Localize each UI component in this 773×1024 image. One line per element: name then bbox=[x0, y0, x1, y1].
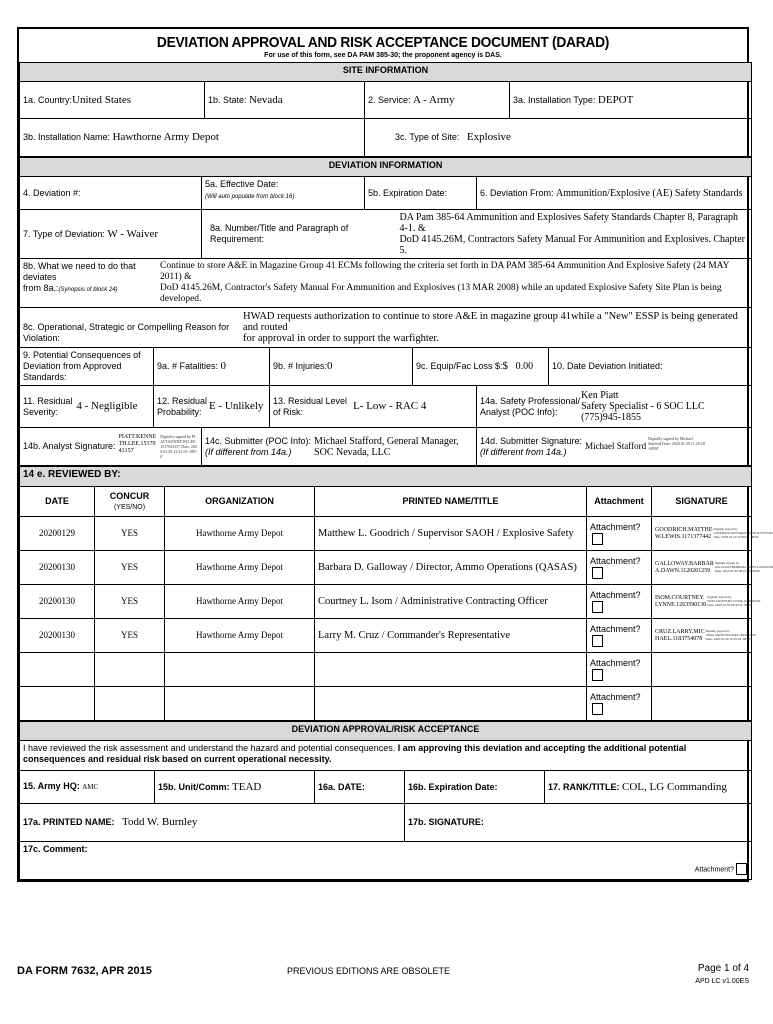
submitter-field[interactable]: 14c. Submitter (POC Info): (If different from 14a.) Michael Stafford, General Manager, SOC Nevada, LLC bbox=[202, 428, 477, 466]
approval-expiration-field[interactable]: 16b. Expiration Date: bbox=[405, 771, 545, 804]
deviation-need-field[interactable] bbox=[20, 259, 752, 308]
deviation-information-table bbox=[19, 157, 752, 466]
attachment-checkbox[interactable] bbox=[592, 635, 603, 647]
equipment-loss-value: 0.00 bbox=[515, 361, 534, 372]
site-information-band: SITE INFORMATION bbox=[20, 63, 752, 82]
table-row bbox=[20, 517, 752, 551]
analyst-name: Ken Piatt bbox=[581, 390, 619, 401]
review-date[interactable]: 20200130 bbox=[20, 551, 95, 585]
submitter-signature-name: Michael Stafford bbox=[585, 441, 647, 451]
col-signature: SIGNATURE bbox=[652, 487, 752, 517]
review-org[interactable] bbox=[165, 653, 315, 687]
unit-value: TEAD bbox=[232, 780, 262, 793]
review-name[interactable] bbox=[315, 653, 587, 687]
residual-severity-value: 4 - Negligible bbox=[76, 400, 138, 412]
deviation-type-field[interactable]: 7. Type of Deviation: W - Waiver bbox=[20, 210, 202, 259]
review-name[interactable]: Larry M. Cruz / Commander's Representative bbox=[315, 619, 587, 653]
residual-probability-value: E - Unlikely bbox=[209, 400, 264, 412]
table-row bbox=[20, 653, 752, 687]
comment-label: 17c. Comment: bbox=[23, 844, 88, 854]
installation-name-value: Hawthorne Army Depot bbox=[112, 131, 219, 143]
review-concur[interactable]: YES bbox=[95, 551, 165, 585]
review-date[interactable]: 20200130 bbox=[20, 585, 95, 619]
review-org[interactable] bbox=[165, 687, 315, 721]
requirement-line-1: DA Pam 385-64 Ammunition and Explosives Safety Standards Chapter 8, Paragraph 4-1. & bbox=[399, 212, 739, 234]
obsolete-notice: PREVIOUS EDITIONS ARE OBSOLETE bbox=[287, 966, 451, 976]
site-type-value: Explosive bbox=[466, 131, 511, 143]
form-frame bbox=[17, 27, 773, 882]
residual-severity-field[interactable]: 11. Residual Severity: 4 - Negligible bbox=[20, 386, 154, 428]
need-line-2: DoD 4145.26M, Contractor's Safety Manual For Ammunition and Explosives (13 MAR 2008) while an updated Explosive Safety Site Plan is being developed. bbox=[160, 283, 722, 304]
fatalities-value: 0 bbox=[220, 360, 227, 372]
form-subtitle: For use of this form, see DA PAM 385-30; the proponent agency is DAS. bbox=[264, 52, 502, 59]
form-title: DEVIATION APPROVAL AND RISK ACCEPTANCE DOCUMENT (DARAD) bbox=[156, 34, 610, 51]
analyst-signature-name: PIATT.KENNETH.LEE.1517943157 bbox=[118, 434, 157, 454]
review-attachment[interactable]: Attachment? bbox=[587, 687, 652, 721]
review-name[interactable] bbox=[315, 687, 587, 721]
reason-field[interactable] bbox=[20, 308, 752, 348]
approval-statement bbox=[20, 741, 752, 771]
approval-band: DEVIATION APPROVAL/RISK ACCEPTANCE bbox=[20, 722, 752, 741]
attachment-checkbox[interactable] bbox=[592, 669, 603, 681]
review-org[interactable]: Hawthorne Army Depot bbox=[165, 551, 315, 585]
review-attachment[interactable]: Attachment? bbox=[587, 653, 652, 687]
requirement-label: 8a. Number/Title and Paragraph of Requirement: bbox=[210, 223, 349, 244]
requirement-field[interactable] bbox=[202, 210, 752, 259]
review-signature[interactable]: ISOM.COURTNEY. LYNNE.1263590130 Digitally signed by ISOM.COURTNEY.LYNNE.1263590130 Date: 2020.01.30 09:42:11 -08'00' bbox=[652, 585, 752, 619]
review-signature[interactable]: GALLOWAY.BARBAR A.DAWN.1120201259 Digitally signed by GALLOWAY.BARBARA.DAWN.1120201259 Date: 2020.01.30 08:07:59 -08'00' bbox=[652, 551, 752, 585]
installation-name-field[interactable]: 3b. Installation Name: Hawthorne Army Depot bbox=[20, 119, 365, 157]
date-initiated-field[interactable]: 10. Date Deviation Initiated: bbox=[549, 348, 752, 386]
table-row bbox=[20, 551, 752, 585]
review-concur[interactable]: YES bbox=[95, 585, 165, 619]
review-date[interactable] bbox=[20, 653, 95, 687]
army-hq-value: AMC bbox=[82, 783, 99, 791]
review-attachment[interactable]: Attachment? bbox=[587, 517, 652, 551]
review-concur[interactable]: YES bbox=[95, 517, 165, 551]
review-concur[interactable]: YES bbox=[95, 619, 165, 653]
injuries-value: 0 bbox=[327, 360, 333, 372]
country-value: United States bbox=[72, 93, 131, 106]
col-date: DATE bbox=[20, 487, 95, 517]
review-name[interactable]: Barbara D. Galloway / Director, Ammo Operations (QASAS) bbox=[315, 551, 587, 585]
form-page bbox=[17, 27, 773, 882]
residual-probability-field[interactable]: 12. Residual Probability: E - Unlikely bbox=[154, 386, 270, 428]
table-row bbox=[20, 585, 752, 619]
site-information-table bbox=[19, 62, 752, 157]
site-type-field[interactable]: 3c. Type of Site: Explosive bbox=[365, 119, 752, 157]
comment-field[interactable] bbox=[20, 842, 752, 880]
col-attachment: Attachment bbox=[587, 487, 652, 517]
statement-approve: I am approving this deviation and accepting the additional potential consequences and residual risk based on current operational necessity. bbox=[23, 743, 687, 764]
expiration-date-field[interactable]: 5b. Expiration Date: bbox=[365, 177, 477, 210]
col-organization: ORGANIZATION bbox=[165, 487, 315, 517]
analyst-signature-field[interactable]: 14b. Analyst Signature: PIATT.KENNETH.LEE.1517943157 Digitally signed by PIATT.KENNETH.LEE.1517943157 Date: 2020.01.29 13:21:03 -08'00' bbox=[20, 428, 202, 466]
state-field[interactable]: 1b. State: Nevada bbox=[205, 82, 365, 119]
rank-value: COL, LG Commanding bbox=[622, 780, 727, 793]
fatalities-field[interactable]: 9a. # Fatalities: 0 bbox=[154, 348, 270, 386]
deviation-type-value: W - Waiver bbox=[107, 227, 159, 240]
service-value: A - Army bbox=[413, 93, 455, 106]
review-date[interactable]: 20200129 bbox=[20, 517, 95, 551]
review-org[interactable]: Hawthorne Army Depot bbox=[165, 585, 315, 619]
review-signature[interactable]: GOODRICH.MATTHE W.LEWIS.1171377442 Digitally signed by GOODRICH.MATTHEW.LEWIS.1171377442 Date: 2020.01.29 13:36:07 -08'00' bbox=[652, 517, 752, 551]
deviation-information-band: DEVIATION INFORMATION bbox=[20, 158, 752, 177]
statement-understand: I have reviewed the risk assessment and understand the hazard and potential consequences. bbox=[23, 743, 396, 753]
analyst-phone: (775)945-1855 bbox=[581, 412, 642, 423]
review-attachment[interactable]: Attachment? bbox=[587, 585, 652, 619]
need-label-2: from 8a.: bbox=[23, 283, 59, 293]
army-hq-field[interactable]: 15. Army HQ: AMC bbox=[20, 771, 155, 804]
state-value: Nevada bbox=[249, 93, 283, 106]
review-date[interactable] bbox=[20, 687, 95, 721]
need-note: (Synopsis of block 24) bbox=[58, 287, 118, 293]
consequences-label: 9. Potential Consequences of Deviation from Approved Standards: bbox=[20, 348, 154, 386]
approval-signature-field[interactable]: 17b. SIGNATURE: bbox=[405, 804, 752, 842]
page-total: 4 bbox=[743, 963, 749, 974]
review-name[interactable]: Matthew L. Goodrich / Supervisor SAOH / Explosive Safety bbox=[315, 517, 587, 551]
table-row bbox=[20, 687, 752, 721]
page-number: Page 1 of 4 bbox=[697, 963, 749, 974]
table-row bbox=[20, 619, 752, 653]
attachment-checkbox[interactable] bbox=[592, 703, 603, 715]
unit-field[interactable]: 15b. Unit/Comm: TEAD bbox=[155, 771, 315, 804]
attachment-checkbox[interactable] bbox=[736, 863, 747, 875]
printed-name-field[interactable]: 17a. PRINTED NAME: Todd W. Burnley bbox=[20, 804, 405, 842]
approval-date-field[interactable]: 16a. DATE: bbox=[315, 771, 405, 804]
submitter-value: Michael Stafford, General Manager, SOC Nevada, LLC bbox=[314, 435, 459, 458]
review-concur[interactable] bbox=[95, 653, 165, 687]
review-name[interactable]: Courtney L. Isom / Administrative Contracting Officer bbox=[315, 585, 587, 619]
equipment-loss-field[interactable]: 9c. Equip/Fac Loss $:$ 0.00 bbox=[413, 348, 549, 386]
deviation-number-field[interactable]: 4. Deviation #: bbox=[20, 177, 202, 210]
form-version: APD LC v1.00ES bbox=[695, 978, 749, 985]
review-signature[interactable] bbox=[652, 687, 752, 721]
review-signature[interactable]: CRUZ.LARRY.MIC HAEL.1183754078 Digitally signed by CRUZ.LARRY.MICHAEL.1183754078 Date: 2020.01.30 10:15:32 -08'00' bbox=[652, 619, 752, 653]
injuries-field[interactable]: 9b. # Injuries:0 bbox=[270, 348, 413, 386]
need-label-1: 8b. What we need to do that deviates bbox=[23, 261, 136, 282]
safety-professional-field[interactable]: 14a. Safety Professional/ Analyst (POC Info): Ken Piatt Safety Specialist - 6 SOC LLC (775)945-1855 bbox=[477, 386, 752, 428]
need-line-1: Continue to store A&E in Magazine Group 41 ECMs following the criteria set forth in DA PAM 385-64 Ammunition And Explosive Safety (24 MAY 2011) & bbox=[160, 261, 730, 282]
reviewed-by-table bbox=[19, 466, 773, 721]
rank-field[interactable]: 17. RANK/TITLE: COL, LG Commanding bbox=[545, 771, 752, 804]
equipment-loss-currency: $ bbox=[502, 360, 509, 372]
service-field[interactable]: 2. Service: A - Army bbox=[365, 82, 510, 119]
form-footer bbox=[17, 963, 749, 1003]
review-org[interactable]: Hawthorne Army Depot bbox=[165, 619, 315, 653]
submitter-signature-note: Digitally signed by Michael Stafford Date: 2020.01.29 11:25:18 -08'00' bbox=[648, 435, 705, 451]
reason-line-2: for approval in order to support the warfighter. bbox=[243, 333, 439, 344]
col-printed-name: PRINTED NAME/TITLE bbox=[315, 487, 587, 517]
deviation-from-field[interactable]: 6. Deviation From: Ammunition/Explosive (AE) Safety Standards bbox=[477, 177, 752, 210]
analyst-signature-note: Digitally signed by PIATT.KENNETH.LEE.1517943157 Date: 2020.01.29 13:21:03 -08'00' bbox=[160, 434, 197, 459]
effective-date-note: (Will auto populate from block 16) bbox=[205, 194, 295, 200]
installation-type-value: DEPOT bbox=[597, 93, 634, 106]
analyst-title: Safety Specialist - 6 SOC LLC bbox=[581, 401, 705, 412]
review-attachment[interactable]: Attachment? bbox=[587, 619, 652, 653]
installation-type-field[interactable]: 3a. Installation Type: DEPOT bbox=[510, 82, 752, 119]
attachment-checkbox[interactable] bbox=[592, 601, 603, 613]
col-concur: CONCUR (YES/NO) bbox=[95, 487, 165, 517]
reason-line-1: HWAD requests authorization to continue to store A&E in magazine group 41while a "New" ESSP is being generated and routed bbox=[243, 311, 738, 333]
attachment-checkbox[interactable] bbox=[592, 533, 603, 545]
effective-date-field[interactable]: 5a. Effective Date: (Will auto populate from block 16) bbox=[202, 177, 365, 210]
reviewed-by-band: 14 e. REVIEWED BY: bbox=[20, 467, 752, 487]
form-number: DA FORM 7632, APR 2015 bbox=[17, 965, 152, 977]
review-signature[interactable] bbox=[652, 653, 752, 687]
comment-attachment[interactable]: Attachment? bbox=[695, 863, 747, 875]
review-concur[interactable] bbox=[95, 687, 165, 721]
residual-risk-field[interactable]: 13. Residual Level of Risk: L- Low - RAC 4 bbox=[270, 386, 477, 428]
submitter-signature-field[interactable]: 14d. Submitter Signature: (If different from 14a.) Michael Stafford Digitally signed by Michael Stafford Date: 2020.01.29 11:25:18 -08'00' bbox=[477, 428, 752, 466]
review-date[interactable]: 20200130 bbox=[20, 619, 95, 653]
approval-table bbox=[19, 721, 752, 880]
requirement-line-2: DoD 4145.26M, Contractors Safety Manual For Ammunition and Explosives. Chapter 5. bbox=[399, 234, 746, 256]
attachment-checkbox[interactable] bbox=[592, 567, 603, 579]
residual-risk-value: L- Low - RAC 4 bbox=[353, 400, 427, 412]
review-attachment[interactable]: Attachment? bbox=[587, 551, 652, 585]
review-org[interactable]: Hawthorne Army Depot bbox=[165, 517, 315, 551]
country-field[interactable]: 1a. Country:United States bbox=[20, 82, 205, 119]
deviation-from-value: Ammunition/Explosive (AE) Safety Standards bbox=[556, 187, 743, 199]
printed-name-value: Todd W. Burnley bbox=[122, 816, 198, 828]
reason-label: 8c. Operational, Strategic or Compelling Reason for Violation: bbox=[23, 322, 230, 343]
